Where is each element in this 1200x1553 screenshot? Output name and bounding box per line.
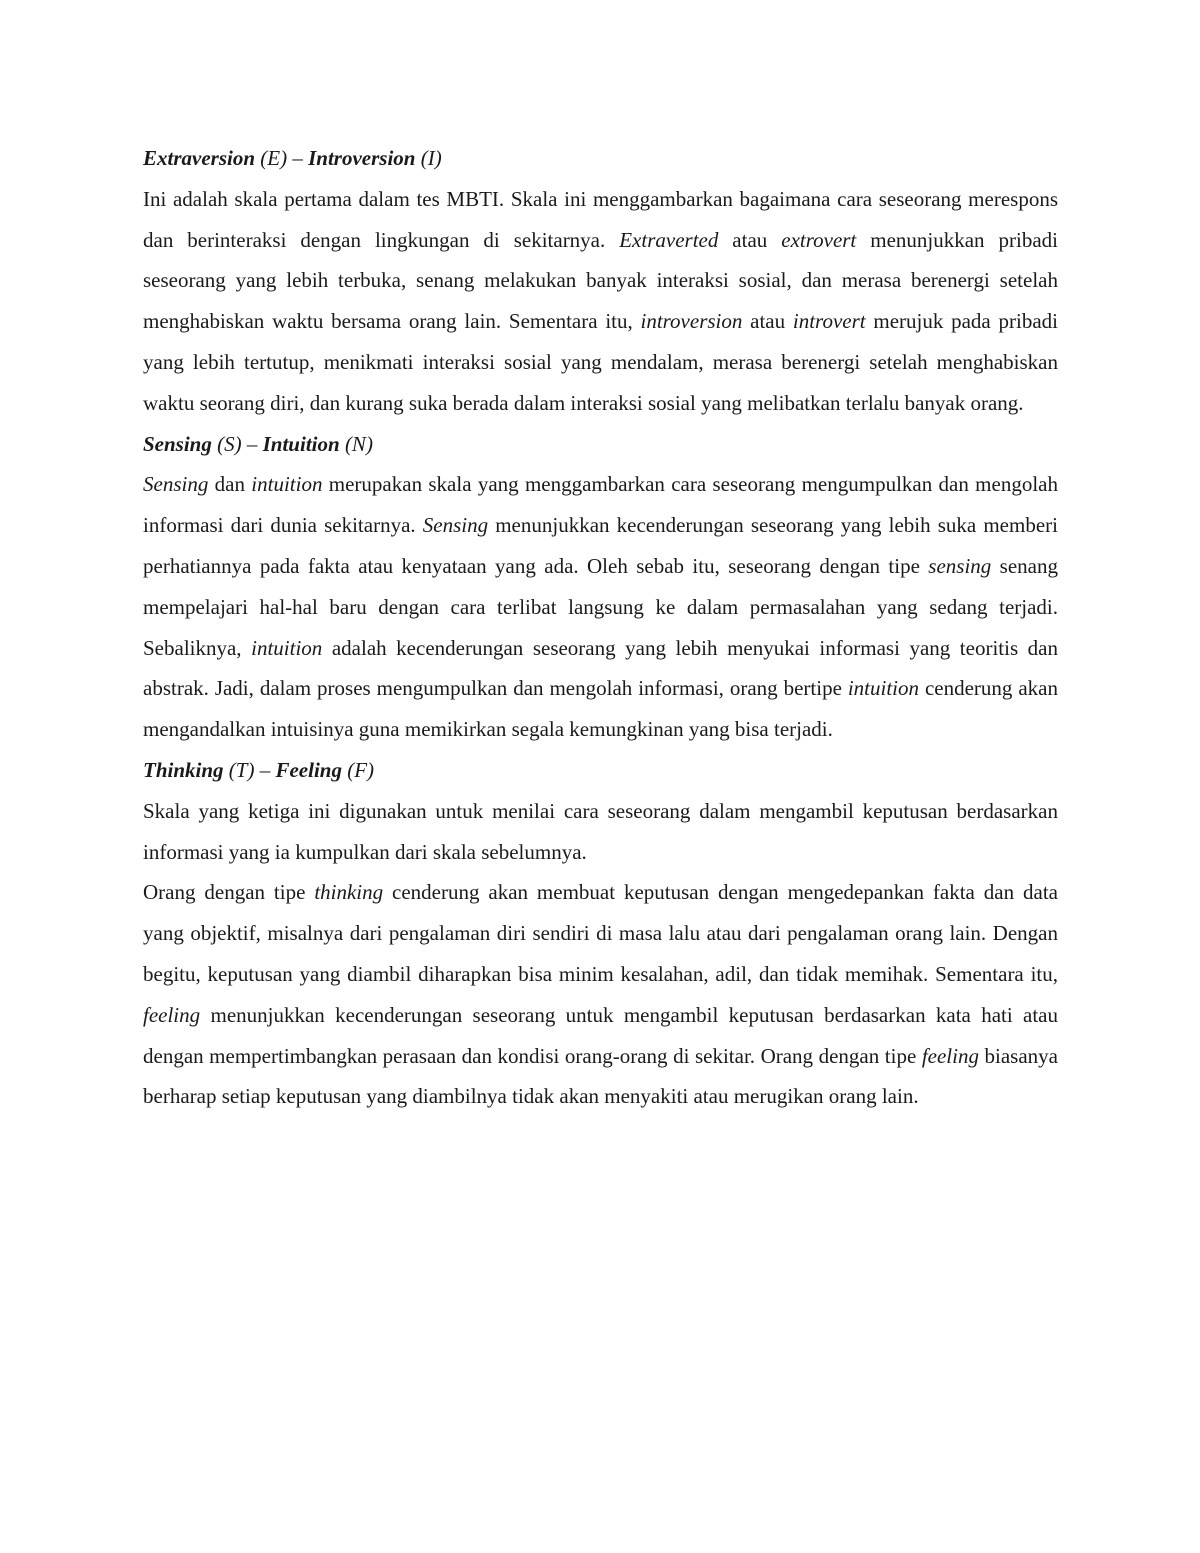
italic-term: introversion [640, 309, 743, 334]
heading-abbr: (T) [228, 757, 255, 782]
heading-abbr: (F) [347, 757, 375, 782]
heading-dash: – [246, 431, 258, 456]
italic-term: thinking [314, 880, 384, 905]
italic-term: feeling [921, 1043, 979, 1068]
paragraph [143, 464, 1058, 750]
text-run: merupakan skala yang menggambarkan cara seseorang mengumpulkan dan mengolah informasi dari dunia sekitarnya. [143, 472, 1058, 538]
italic-term: feeling [143, 1002, 201, 1027]
text-run: cenderung akan membuat keputusan dengan mengedepankan fakta dan data yang objektif, misalnya dari pengalaman diri sendiri di masa lalu atau dari pengalaman orang lain. Dengan begitu, keputusan yang diambil diharapkan bisa minim kesalahan, adil, dan tidak memihak. Sementara itu, [143, 880, 1058, 986]
heading-abbr: (S) [217, 431, 242, 456]
text-run: dan [208, 472, 252, 497]
italic-term: Extraverted [619, 227, 719, 252]
document-body [143, 138, 1058, 1117]
text-run: biasanya berharap setiap keputusan yang diambilnya tidak akan menyakiti atau merugikan orang lain. [143, 1043, 1058, 1109]
text-run: menunjukkan kecenderungan seseorang untuk mengambil keputusan berdasarkan kata hati atau dengan mempertimbangkan perasaan dan kondisi orang-orang di sekitar. Orang dengan tipe [143, 1002, 1058, 1068]
text-run: atau [718, 227, 782, 252]
text-run: atau [742, 309, 793, 334]
paragraph [143, 791, 1058, 873]
heading-term: Extraversion [143, 146, 256, 170]
italic-term: sensing [928, 553, 992, 578]
text-run: Orang dengan tipe [143, 880, 315, 905]
heading-term: Feeling [275, 757, 342, 782]
heading-term: Thinking [143, 757, 224, 782]
heading-dash: – [292, 146, 303, 170]
text-run: merujuk pada pribadi yang lebih tertutup, menikmati interaksi sosial yang mendalam, merasa berenergi setelah menghabiskan waktu seorang diri, dan kurang suka berada dalam interaksi sosial yang melibatkan terlalu banyak orang. [143, 309, 1058, 415]
text-run: senang mempelajari hal-hal baru dengan cara terlibat langsung ke dalam permasalahan yang sedang terjadi. Sebaliknya, [143, 553, 1058, 660]
section-thinking-feeling [143, 750, 1058, 1117]
italic-term: Sensing [143, 472, 209, 497]
text-run: Skala yang ketiga ini digunakan untuk menilai cara seseorang dalam mengambil keputusan berdasarkan informasi yang ia kumpulkan dari skala sebelumnya. [143, 798, 1058, 864]
italic-term: Sensing [422, 513, 489, 538]
heading-abbr: (N) [344, 431, 373, 456]
paragraph [143, 179, 1058, 424]
text-run: adalah kecenderungan seseorang yang lebih menyukai informasi yang teoritis dan abstrak. Jadi, dalam proses mengumpulkan dan mengolah informasi, orang bertipe [143, 635, 1059, 701]
italic-term: intuition [847, 676, 920, 701]
italic-term: extrovert [781, 227, 857, 252]
text-run: menunjukkan pribadi seseorang yang lebih terbuka, senang melakukan banyak interaksi sosial, dan merasa berenergi setelah menghabiskan waktu bersama orang lain. Sementara itu, [143, 227, 1058, 334]
section-heading [143, 424, 1058, 465]
section-extraversion-introversion [143, 138, 1058, 424]
section-sensing-intuition [143, 424, 1058, 750]
text-run: menunjukkan kecenderungan seseorang yang lebih suka memberi perhatiannya pada fakta atau kenyataan yang ada. Oleh sebab itu, seseorang dengan tipe [143, 513, 1058, 578]
heading-term: Sensing [143, 431, 212, 456]
italic-term: intuition [251, 472, 323, 497]
heading-term: Intuition [262, 431, 340, 456]
heading-abbr: (E) [260, 146, 288, 170]
heading-abbr: (I) [420, 146, 442, 170]
heading-dash: – [259, 757, 271, 782]
paragraph [143, 872, 1058, 1117]
section-heading [143, 138, 1058, 179]
text-run: Ini adalah skala pertama dalam tes MBTI. Skala ini menggambarkan bagaimana cara seseorang merespons dan berinteraksi dengan lingkungan di sekitarnya. [143, 186, 1058, 252]
section-heading [143, 750, 1058, 791]
italic-term: introvert [792, 309, 866, 334]
italic-term: intuition [251, 635, 323, 660]
text-run: cenderung akan mengandalkan intuisinya guna memikirkan segala kemungkinan yang bisa terjadi. [143, 676, 1058, 742]
heading-term: Introversion [308, 146, 416, 170]
